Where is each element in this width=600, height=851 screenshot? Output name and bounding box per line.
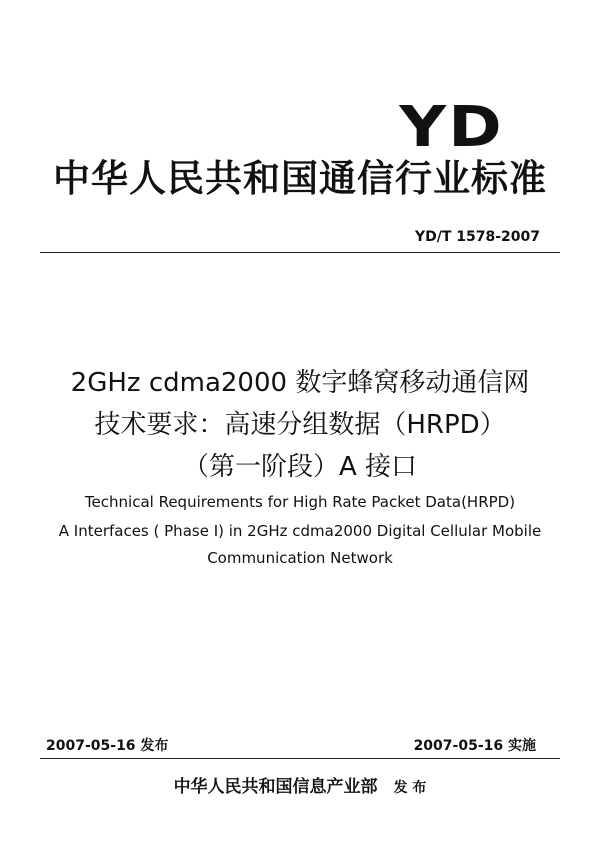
title-en-line-1: Technical Requirements for High Rate Packet Data(HRPD) [84,493,516,511]
title-cn-line-3: （第一阶段）A 接口 [182,452,418,482]
title-en-line-2: A Interfaces ( Phase Ⅰ) in 2GHz cdma2000 Digital Cellular Mobile [58,522,542,540]
yd-logo: YD [399,95,504,160]
org-title: 中华人民共和国通信行业标准 [53,157,547,200]
publisher-action: 发 布 [393,780,427,796]
implement-date: 2007-05-16 实施 [413,738,536,754]
bottom-divider [40,758,560,759]
publisher-line [0,776,600,799]
standard-number: YD/T 1578-2007 [414,229,540,245]
title-cn-line-1: 2GHz cdma2000 数字蜂窝移动通信网 [70,368,530,398]
title-en-line-3: Communication Network [207,549,393,567]
title-cn-line-2: 技术要求：高速分组数据（HRPD） [94,410,506,440]
publisher-name: 中华人民共和国信息产业部 [173,777,378,797]
top-divider [40,252,560,253]
publish-date: 2007-05-16 发布 [46,738,169,754]
